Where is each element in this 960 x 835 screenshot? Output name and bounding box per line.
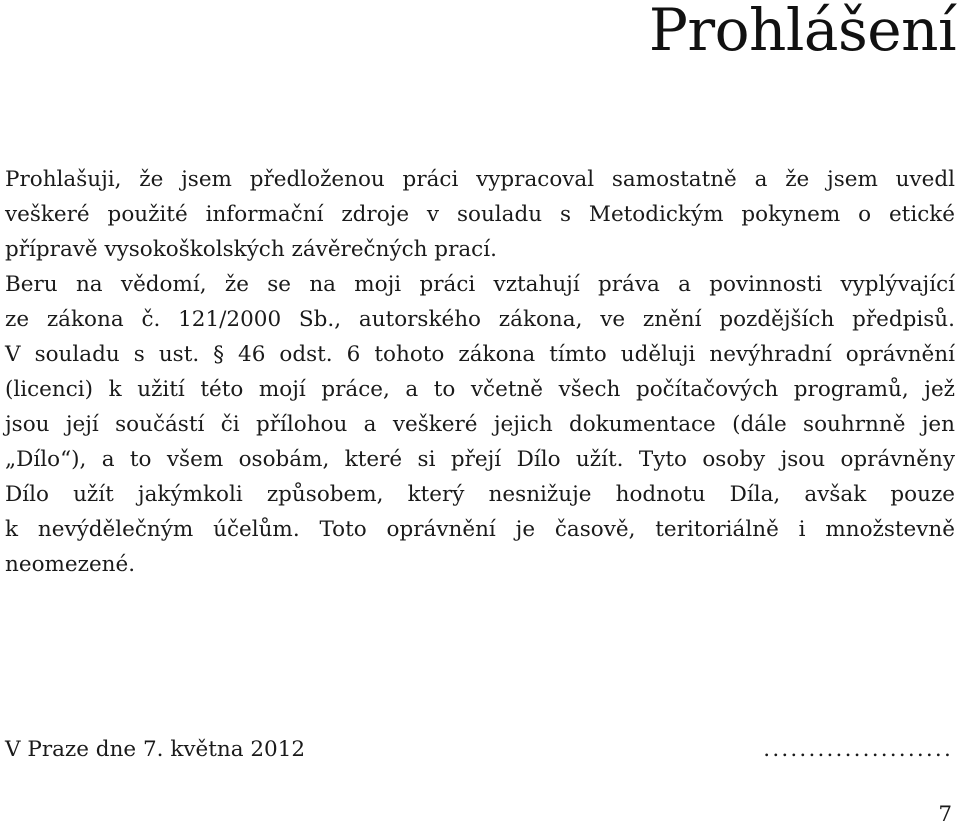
paragraph-line: přípravě vysokoškolských závěrečných prací. <box>5 237 497 262</box>
paragraph-line: „Dílo“), a to všem osobám, které si přejí Dílo užít. Tyto osoby jsou oprávněny <box>5 447 955 472</box>
paragraph-line: k nevýdělečným účelům. Toto oprávnění je časově, teritoriálně i množstevně <box>5 517 955 542</box>
paragraph-line: (licenci) k užití této mojí práce, a to včetně všech počítačových programů, jež <box>5 377 955 402</box>
place-and-date: V Praze dne 7. května 2012 <box>5 737 306 762</box>
declaration-paragraph-2 <box>5 267 955 582</box>
paragraph-line: V souladu s ust. § 46 odst. 6 tohoto zákona tímto uděluji nevýhradní oprávnění <box>5 342 955 367</box>
paragraph-line: Beru na vědomí, že se na moji práci vztahují práva a povinnosti vyplývající <box>5 272 955 297</box>
paragraph-line: Prohlašuji, že jsem předloženou práci vypracoval samostatně a že jsem uvedl <box>5 167 955 192</box>
page-title: Prohlášení <box>648 0 956 64</box>
signature-dots: ..................... <box>763 737 953 762</box>
paragraph-line: ze zákona č. 121/2000 Sb., autorského zákona, ve znění pozdějších předpisů. <box>5 307 955 332</box>
page-number: 7 <box>938 802 952 827</box>
paragraph-line: Dílo užít jakýmkoli způsobem, který nesnižuje hodnotu Díla, avšak pouze <box>5 482 955 507</box>
paragraph-line: jsou její součástí či přílohou a veškeré jejich dokumentace (dále souhrnně jen <box>5 412 955 437</box>
signature-line <box>5 735 953 765</box>
paragraph-line: veškeré použité informační zdroje v souladu s Metodickým pokynem o etické <box>5 202 955 227</box>
paragraph-line: neomezené. <box>5 552 136 577</box>
declaration-paragraph-1 <box>5 162 955 267</box>
